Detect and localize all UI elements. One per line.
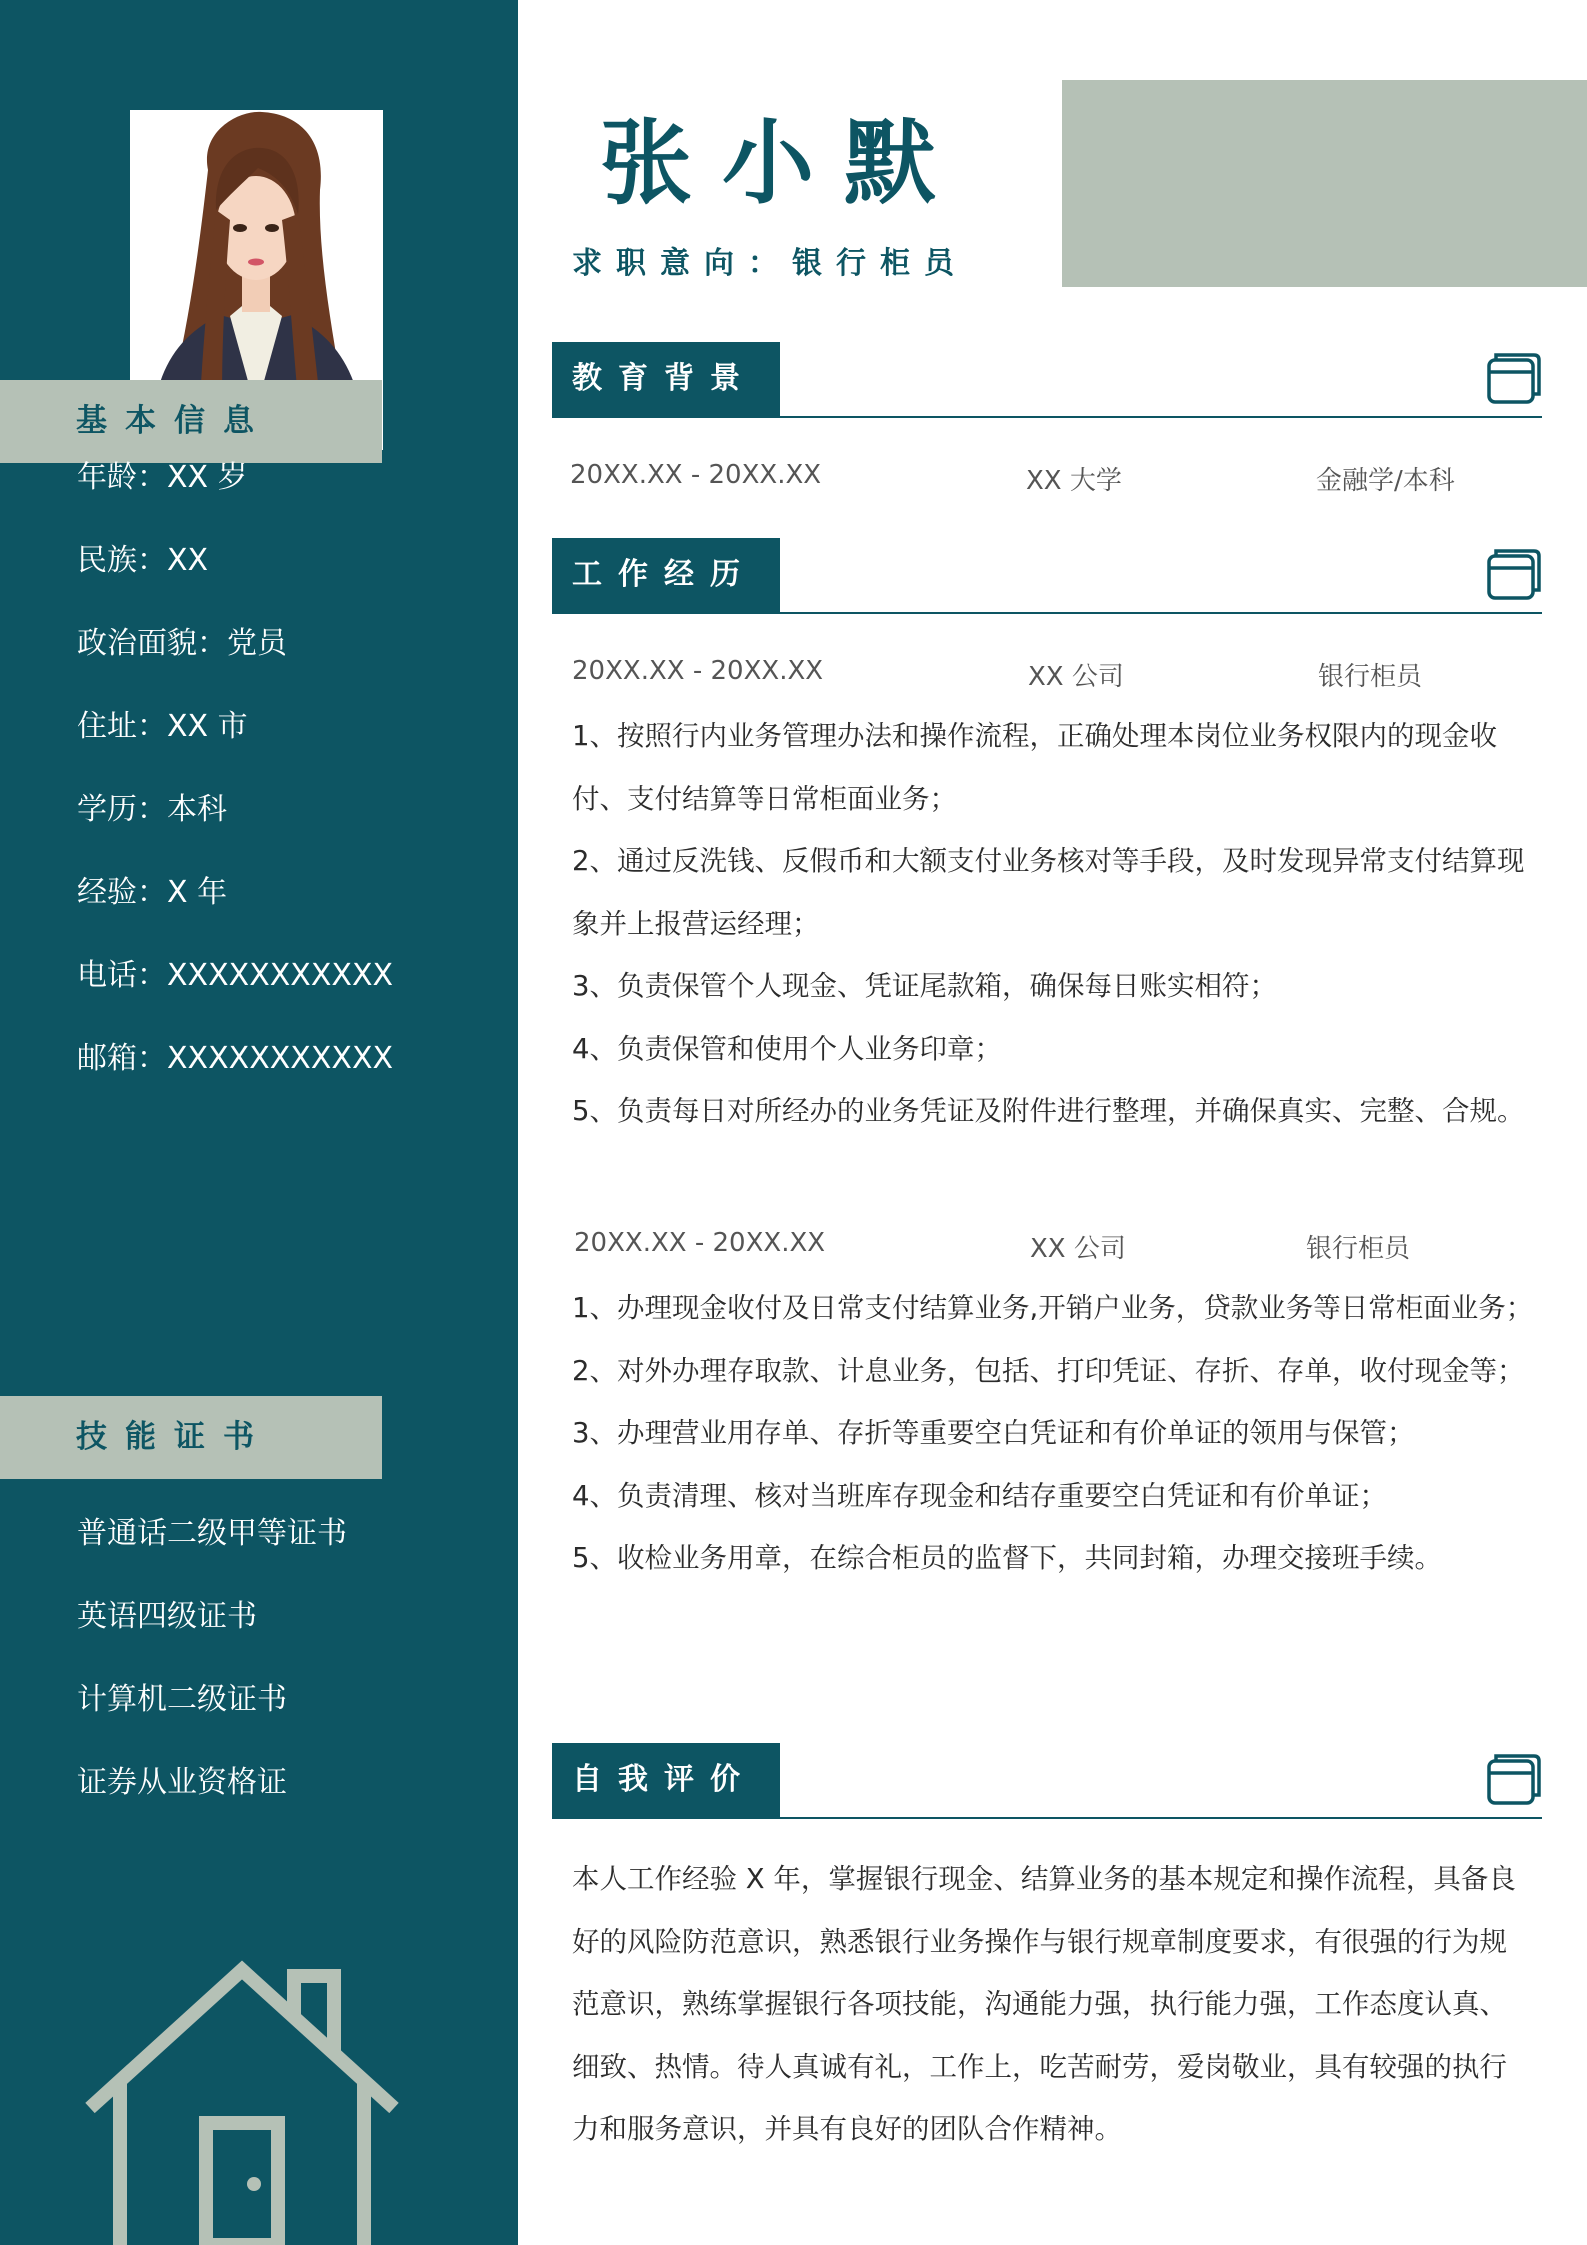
- job-period: 20XX.XX - 20XX.XX: [572, 656, 824, 686]
- skills-heading: 技能证书: [0, 1396, 382, 1479]
- candidate-name: 张小默: [600, 110, 967, 217]
- education-heading: 教育背景: [552, 342, 780, 416]
- skill-item: 计算机二级证书: [77, 1682, 287, 1717]
- job-period: 20XX.XX - 20XX.XX: [574, 1228, 826, 1258]
- duty-item: 1、按照行内业务管理办法和操作流程，正确处理本岗位业务权限内的现金收付、支付结算等日常柜面业务；: [572, 720, 1497, 815]
- self-eval-heading-row: [552, 1743, 1542, 1821]
- decorative-block: [1062, 80, 1587, 287]
- sidebar: [0, 0, 518, 2245]
- skill-item: 普通话二级甲等证书: [77, 1516, 347, 1551]
- house-icon: [82, 1960, 402, 2245]
- education-row: [570, 460, 1530, 504]
- education-level-item: 学历：本科: [77, 792, 227, 827]
- heading-divider: [552, 1817, 1542, 1819]
- duty-item: 1、办理现金收付及日常支付结算业务,开销户业务，贷款业务等日常柜面业务；: [572, 1292, 1534, 1324]
- self-eval-text: 本人工作经验 X 年，掌握银行现金、结算业务的基本规定和操作流程，具备良好的风险防范意识，熟悉银行业务操作与银行规章制度要求，有很强的行为规范意识，熟练掌握银行各项技能，沟通能力强，执行能力强，工作态度认真、细致、热情。待人真诚有礼，工作上，吃苦耐劳，爱岗敬业，具有较强的执行力和服务意识，并具有良好的团队合作精神。: [572, 1863, 1516, 2145]
- duty-item: 2、对外办理存取款、计息业务，包括、打印凭证、存折、存单，收付现金等；: [572, 1354, 1525, 1387]
- ethnicity-item: 民族：XX: [77, 543, 209, 578]
- job-row: [570, 656, 1530, 700]
- duty-item: 4、负责保管和使用个人业务印章；: [572, 1032, 1002, 1065]
- phone-item: 电话：XXXXXXXXXXX: [77, 958, 394, 993]
- education-major: 金融学/本科: [1316, 466, 1455, 496]
- duty-item: 5、负责每日对所经办的业务凭证及附件进行整理，并确保真实、完整、合规。: [572, 1095, 1525, 1127]
- education-school: XX 大学: [1026, 466, 1122, 496]
- basic-info-list: [77, 456, 393, 1120]
- job-intent: 求职意向：银行柜员: [572, 246, 968, 281]
- self-eval-heading: 自我评价: [552, 1743, 780, 1817]
- address-item: 住址：XX 市: [77, 709, 248, 744]
- book-icon: [1486, 1753, 1542, 1807]
- email-item: 邮箱：XXXXXXXXXXX: [77, 1041, 394, 1076]
- duty-item: 4、负责清理、核对当班库存现金和结存重要空白凭证和有价单证；: [572, 1479, 1387, 1512]
- duty-item: 3、办理营业用存单、存折等重要空白凭证和有价单证的领用与保管；: [572, 1417, 1415, 1449]
- duty-item: 5、收检业务用章，在综合柜员的监督下，共同封箱，办理交接班手续。: [572, 1542, 1442, 1574]
- job-duties: [572, 705, 1534, 1143]
- job-duties: [572, 1277, 1534, 1590]
- work-heading-row: [552, 538, 1542, 616]
- basic-info-heading: 基本信息: [0, 380, 382, 463]
- work-heading: 工作经历: [552, 538, 780, 612]
- job-company: XX 公司: [1028, 662, 1124, 692]
- duty-item: 2、通过反洗钱、反假币和大额支付业务核对等手段，及时发现异常支付结算现象并上报营运经理；: [572, 845, 1525, 940]
- book-icon: [1486, 548, 1542, 602]
- heading-divider: [552, 612, 1542, 614]
- skill-item: 证券从业资格证: [77, 1765, 287, 1800]
- duty-item: 3、负责保管个人现金、凭证尾款箱，确保每日账实相符；: [572, 970, 1277, 1002]
- skills-list: [77, 1512, 347, 1844]
- skill-item: 英语四级证书: [77, 1599, 257, 1634]
- job-company: XX 公司: [1030, 1234, 1126, 1264]
- heading-divider: [552, 416, 1542, 418]
- experience-item: 经验：X 年: [77, 875, 228, 910]
- job-position: 银行柜员: [1318, 662, 1423, 692]
- political-status-item: 政治面貌：党员: [77, 626, 287, 661]
- job-position: 银行柜员: [1306, 1234, 1411, 1264]
- book-icon: [1486, 352, 1542, 406]
- education-heading-row: [552, 342, 1542, 420]
- age-item: 年龄：XX 岁: [77, 460, 248, 495]
- job-row: [570, 1228, 1530, 1272]
- education-period: 20XX.XX - 20XX.XX: [570, 460, 822, 490]
